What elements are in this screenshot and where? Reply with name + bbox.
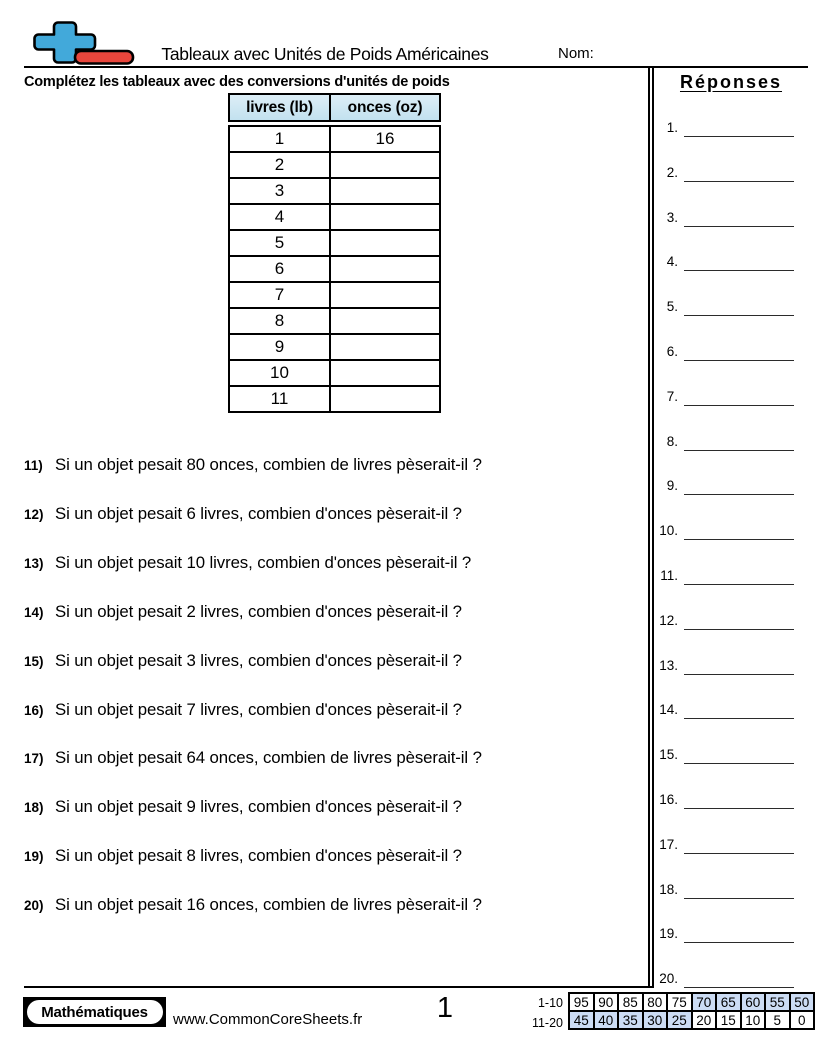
conversion-table-body <box>229 126 440 412</box>
answer-item <box>650 298 798 316</box>
score-cell: 10 <box>741 1011 766 1029</box>
answer-blank-line[interactable] <box>684 808 794 809</box>
answer-number: 6. <box>666 344 678 359</box>
pounds-value-cell: 4 <box>229 204 330 230</box>
answer-item <box>650 433 798 451</box>
answer-number: 16. <box>659 792 678 807</box>
score-cell: 80 <box>643 993 668 1011</box>
answer-item <box>650 657 798 675</box>
answer-item <box>650 253 798 271</box>
score-cell: 70 <box>692 993 717 1011</box>
answer-number: 15. <box>659 747 678 762</box>
score-grid-body <box>569 993 814 1029</box>
question-item <box>24 602 644 626</box>
page-title: Tableaux avec Unités de Poids Américaines <box>161 44 489 64</box>
table-row <box>229 282 440 308</box>
answer-blank-line[interactable] <box>684 674 794 675</box>
answer-number: 18. <box>659 882 678 897</box>
pounds-value-cell: 1 <box>229 126 330 152</box>
question-item <box>24 797 644 821</box>
ounces-value-cell[interactable] <box>330 178 440 204</box>
pounds-value-cell: 3 <box>229 178 330 204</box>
ounces-value-cell[interactable] <box>330 204 440 230</box>
answer-number: 7. <box>666 389 678 404</box>
question-item <box>24 846 644 870</box>
ounces-value-cell[interactable] <box>330 282 440 308</box>
question-number: 13) <box>24 556 44 571</box>
question-item <box>24 455 644 479</box>
answer-blank-line[interactable] <box>684 405 794 406</box>
ounces-value-cell[interactable] <box>330 230 440 256</box>
score-cell: 40 <box>594 1011 619 1029</box>
table-row <box>229 204 440 230</box>
answer-blank-line[interactable] <box>684 360 794 361</box>
question-item <box>24 651 644 675</box>
table-row <box>229 152 440 178</box>
answer-number: 1. <box>666 120 678 135</box>
answers-title: Réponses <box>679 72 783 92</box>
question-number: 15) <box>24 654 44 669</box>
pounds-header-cell: livres (lb) <box>229 94 330 121</box>
answer-blank-line[interactable] <box>684 226 794 227</box>
answer-number: 19. <box>659 926 678 941</box>
footer-divider <box>24 986 654 988</box>
answer-item <box>650 836 798 854</box>
pounds-value-cell: 2 <box>229 152 330 178</box>
score-cell: 90 <box>594 993 619 1011</box>
answer-blank-line[interactable] <box>684 539 794 540</box>
score-grid-row <box>569 1011 814 1029</box>
answer-item <box>650 881 798 899</box>
answer-item <box>650 119 798 137</box>
question-text: Si un objet pesait 3 livres, combien d'onces pèserait-il ? <box>55 651 462 670</box>
question-item <box>24 553 644 577</box>
table-row <box>229 334 440 360</box>
score-cell: 55 <box>765 993 790 1011</box>
answer-item <box>650 925 798 943</box>
answer-number: 3. <box>666 210 678 225</box>
question-number: 11) <box>24 458 43 473</box>
answer-item <box>650 791 798 809</box>
website-url: www.CommonCoreSheets.fr <box>173 1011 363 1028</box>
score-cell: 95 <box>569 993 594 1011</box>
answer-blank-line[interactable] <box>684 136 794 137</box>
answer-blank-line[interactable] <box>684 584 794 585</box>
answer-item <box>650 567 798 585</box>
answer-number: 10. <box>659 523 678 538</box>
question-text: Si un objet pesait 10 livres, combien d'onces pèserait-il ? <box>55 553 472 572</box>
question-item <box>24 748 644 772</box>
answer-number: 20. <box>659 971 678 986</box>
ounces-value-cell[interactable] <box>330 152 440 178</box>
score-cell: 25 <box>667 1011 692 1029</box>
score-cell: 50 <box>790 993 815 1011</box>
score-range-label-1: 1-10 <box>537 996 563 1010</box>
question-item <box>24 504 644 528</box>
answer-item <box>650 612 798 630</box>
answer-item <box>650 209 798 227</box>
page-number: 1 <box>436 992 454 1024</box>
question-item <box>24 895 644 919</box>
answer-blank-line[interactable] <box>684 270 794 271</box>
score-cell: 5 <box>765 1011 790 1029</box>
pounds-value-cell: 5 <box>229 230 330 256</box>
answer-number: 12. <box>659 613 678 628</box>
question-number: 17) <box>24 751 44 766</box>
score-cell: 45 <box>569 1011 594 1029</box>
answer-item <box>650 343 798 361</box>
ounces-header-cell: onces (oz) <box>330 94 440 121</box>
table-row <box>229 256 440 282</box>
question-text: Si un objet pesait 6 livres, combien d'onces pèserait-il ? <box>55 504 462 523</box>
pounds-value-cell: 6 <box>229 256 330 282</box>
question-text: Si un objet pesait 80 onces, combien de livres pèserait-il ? <box>55 455 482 474</box>
question-text: Si un objet pesait 64 onces, combien de livres pèserait-il ? <box>55 748 482 767</box>
score-cell: 65 <box>716 993 741 1011</box>
minus-icon <box>75 51 133 64</box>
score-grid <box>568 992 815 1030</box>
ounces-value-cell[interactable] <box>330 334 440 360</box>
answer-item <box>650 164 798 182</box>
answer-item <box>650 970 798 988</box>
question-text: Si un objet pesait 9 livres, combien d'onces pèserait-il ? <box>55 797 462 816</box>
answer-blank-line[interactable] <box>684 629 794 630</box>
answer-blank-line[interactable] <box>684 315 794 316</box>
answer-number: 11. <box>660 568 678 583</box>
score-range-label-2: 11-20 <box>531 1016 563 1030</box>
answer-blank-line[interactable] <box>684 718 794 719</box>
answer-number: 13. <box>659 658 678 673</box>
score-cell: 60 <box>741 993 766 1011</box>
question-text: Si un objet pesait 7 livres, combien d'onces pèserait-il ? <box>55 700 462 719</box>
table-row <box>229 386 440 412</box>
table-row <box>229 360 440 386</box>
conversion-table-header <box>228 93 441 122</box>
question-item <box>24 700 644 724</box>
question-text: Si un objet pesait 16 onces, combien de livres pèserait-il ? <box>55 895 482 914</box>
pounds-value-cell: 8 <box>229 308 330 334</box>
subject-badge-label: Mathématiques <box>27 1000 163 1024</box>
answer-number: 4. <box>666 254 678 269</box>
table-row <box>229 308 440 334</box>
answer-number: 14. <box>659 702 678 717</box>
question-number: 16) <box>24 703 44 718</box>
pounds-value-cell: 10 <box>229 360 330 386</box>
answer-blank-line[interactable] <box>684 942 794 943</box>
answer-blank-line[interactable] <box>684 450 794 451</box>
commoncoresheets-logo <box>33 21 137 67</box>
name-label: Nom: <box>558 45 594 62</box>
answer-number: 9. <box>666 478 678 493</box>
instructions-text: Complétez les tableaux avec des conversions d'unités de poids <box>24 74 450 90</box>
pounds-value-cell: 11 <box>229 386 330 412</box>
pounds-value-cell: 9 <box>229 334 330 360</box>
answer-item <box>650 701 798 719</box>
answer-blank-line[interactable] <box>684 181 794 182</box>
score-cell: 30 <box>643 1011 668 1029</box>
score-cell: 20 <box>692 1011 717 1029</box>
ounces-value-cell[interactable] <box>330 386 440 412</box>
question-number: 14) <box>24 605 44 620</box>
question-number: 12) <box>24 507 44 522</box>
table-header-row <box>229 94 440 121</box>
score-cell: 15 <box>716 1011 741 1029</box>
answer-item <box>650 746 798 764</box>
conversion-table <box>228 125 441 413</box>
answer-number: 8. <box>666 434 678 449</box>
answer-blank-line[interactable] <box>684 763 794 764</box>
table-row <box>229 230 440 256</box>
pounds-value-cell: 7 <box>229 282 330 308</box>
score-cell: 0 <box>790 1011 815 1029</box>
answer-number: 17. <box>659 837 678 852</box>
answer-number: 5. <box>666 299 678 314</box>
table-row <box>229 126 440 152</box>
question-number: 20) <box>24 898 44 913</box>
question-text: Si un objet pesait 2 livres, combien d'onces pèserait-il ? <box>55 602 462 621</box>
score-cell: 35 <box>618 1011 643 1029</box>
answer-blank-line[interactable] <box>684 987 794 988</box>
score-cell: 75 <box>667 993 692 1011</box>
ounces-value-cell[interactable] <box>330 308 440 334</box>
answer-item <box>650 388 798 406</box>
table-row <box>229 178 440 204</box>
score-grid-row <box>569 993 814 1011</box>
ounces-value-cell[interactable] <box>330 256 440 282</box>
answer-item <box>650 522 798 540</box>
question-number: 18) <box>24 800 44 815</box>
answer-blank-line[interactable] <box>684 898 794 899</box>
ounces-value-cell[interactable] <box>330 360 440 386</box>
ounces-value-cell: 16 <box>330 126 440 152</box>
answer-blank-line[interactable] <box>684 494 794 495</box>
subject-badge <box>23 997 166 1027</box>
question-text: Si un objet pesait 8 livres, combien d'onces pèserait-il ? <box>55 846 462 865</box>
answer-number: 2. <box>666 165 678 180</box>
score-cell: 85 <box>618 993 643 1011</box>
answer-blank-line[interactable] <box>684 853 794 854</box>
header-divider <box>24 66 808 68</box>
question-number: 19) <box>24 849 44 864</box>
answer-item <box>650 477 798 495</box>
